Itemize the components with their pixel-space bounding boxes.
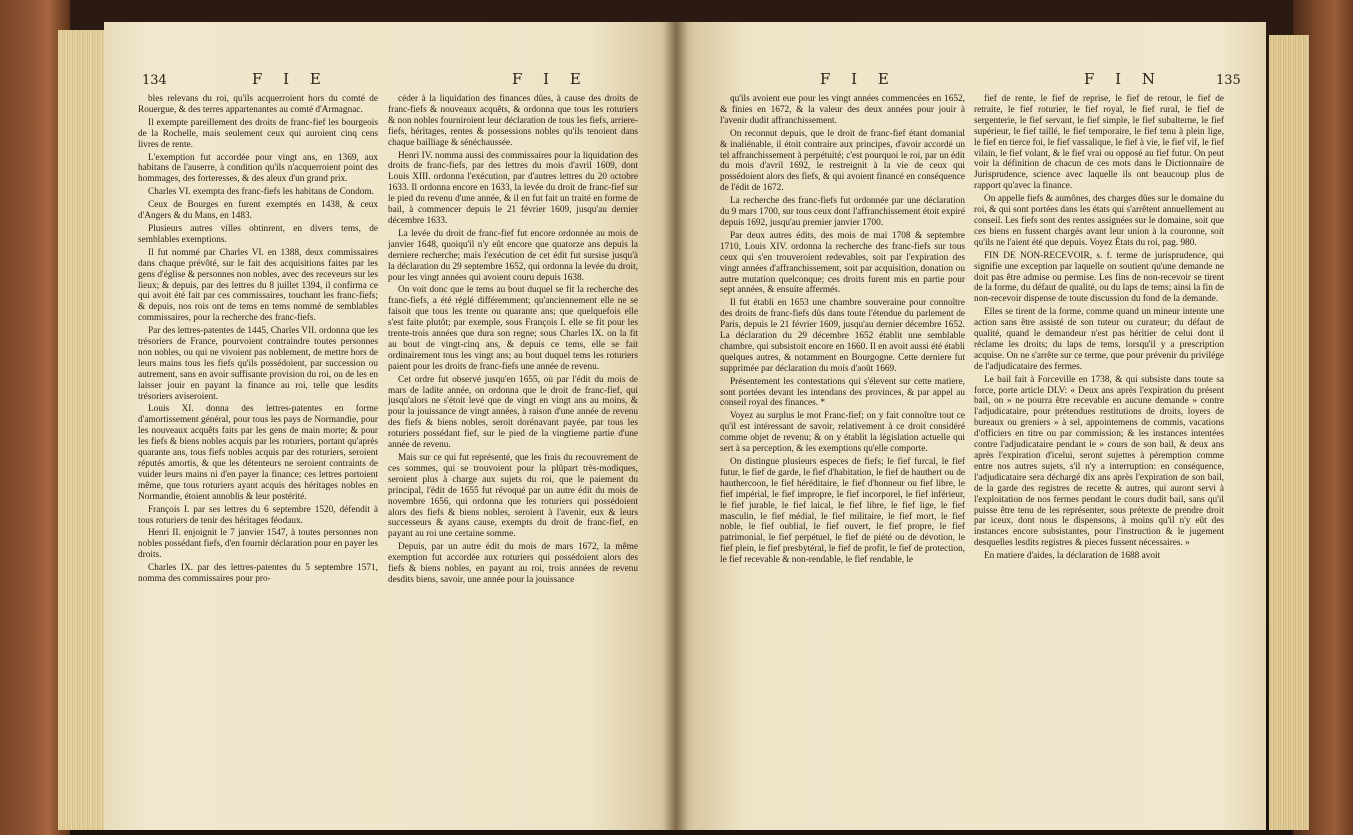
paragraph: Charles IX. par des lettres-patentes du 5 septembre 1571, nomma des commissaires pour pro-: [138, 563, 378, 585]
paragraph: Cet ordre fut observé jusqu'en 1655, où par l'édit du mois de mars de ladite année, on ordonna que le droit de franc-fief, qui jusqu'alors ne s'étoit levé que de vingt en vingt ans au moins, & pour la jouissance de vingt années, à raison d'une année de revenu des fiefs & biens nobles, seroit dorénavant payée, par tous les roturiers possédant fief, sur le pied de la vingtieme partie d'une année de revenu.: [388, 374, 638, 451]
paragraph: On voit donc que le tems au bout duquel se fit la recherche des franc-fiefs, a été réglé différemment; qu'anciennement elle ne se faisoit que tous les trente ou quarante ans; que quelquefois elle s'est faite plutôt; par exemple, sous François I. elle se fit pour les trente-trois années que dura son regne; sous Charles IX. on la fit au bout de vingt-cinq ans, & depuis ce tems, elle se fait ordinairement tous les vingt ans; au bout duquel tems les roturiers paient pour les droits de franc-fiefs une année de revenu.: [388, 285, 638, 372]
left-page-column-1: [138, 94, 378, 822]
paragraph: On reconnut depuis, que le droit de franc-fief étant domanial & inaliénable, il étoit contraire aux principes, d'avoir accordé un tel affranchissement à perpétuité; c'est pourquoi le roi, par un édit du mois d'avril 1692, le restreignit à la vie de ceux qui possédoient alors des fiefs, & qui avoient financé en conséquence de l'édit de 1672.: [720, 128, 965, 194]
paragraph: François I. par ses lettres du 6 septembre 1520, défendit à tous roturiers de tenir des héritages féodaux.: [138, 504, 378, 526]
paragraph: On distingue plusieurs especes de fiefs; le fief furcal, le fief futur, le fief de garde, le fief d'habitation, le fief de hauthert ou de hauthercoon, le fief héréditaire, le fief d'honneur ou fief libre, le fief impérial, le fief impropre, le fief incorporel, le fief inférieur, le fief jurable, le fief laical, le fief libre, le fief lige, le fief masculin, le fief médial, le fief militaire, le fief mort, le fief noble, le fief oublial, le fief ouvert, le fief propre, le fief patrimonial, le fief perpétuel, le fief de piété ou de dévotion, le fief plein, le fief presbytéral, le fief de profit, le fief de protection, le fief recevable & non-rendable, le fief rendable, le: [720, 457, 965, 566]
right-page: [676, 22, 1266, 830]
right-page-number: 135: [1216, 73, 1241, 88]
paragraph: Il fut nommé par Charles VI. en 1388, deux commissaires dans chaque prévôté, sur le fait des acquisitions faites par les gens d'église & personnes non nobles, avec des receveurs sur les lieux; & depuis, par des lettres du 8 juillet 1394, il confirma ce qui avoit été fait par ces commissaires, touchant les franc-fiefs; & depuis, nos rois ont de tems en tems nommé de semblables commissaires, pour la recherche des franc-fiefs.: [138, 247, 378, 324]
paragraph: Ceux de Bourges en furent exemptés en 1438, & ceux d'Angers & du Mans, en 1483.: [138, 200, 378, 222]
paragraph: fief de rente, le fief de reprise, le fief de retour, le fief de retraite, le fief roturier, le fief royal, le fief rural, le fief de sergenterie, le fief servant, le fief simple, le fief subalterne, le fief supérieur, le fief taillé, le fief temporaire, le fief tenu à plein lige, le fief en tierce foi, le fief vassalique, le fief à vie, le fief vif, le fief vilain, le fief volant, & le fief vrai ou opposé au fief futur. On peut voir la définition de chacun de ces mots dans le Dictionnaire de Jurisprudence, science avec laquelle ils ont beaucoup plus de rapport qu'avec la finance.: [974, 94, 1224, 192]
page-edges-right: [1269, 35, 1309, 830]
paragraph: La levée du droit de franc-fief fut encore ordonnée au mois de janvier 1648, quoiqu'il n'y eût encore que quatorze ans depuis la derniere recherche; mais l'exécution de cet édit fut sursise jusqu'à la déclaration du 29 septembre 1652, qui ordonna la levée du droit, pour les vingt années qui avoient couru depuis 1638.: [388, 228, 638, 283]
paragraph: Il exempte pareillement des droits de franc-fief les bourgeois de la Rochelle, mais seulement ceux qui auroient cinq cens livres de rente.: [138, 117, 378, 150]
paragraph: qu'ils avoient eue pour les vingt années commencées en 1652, & finies en 1672, & la valeur des deux années pour jouir à l'avenir dudit affranchissement.: [720, 94, 965, 126]
paragraph: Depuis, par un autre édit du mois de mars 1672, la même exemption fut accordée aux roturiers qui possédoient alors des fiefs & biens nobles, en payant au roi, trois années de revenu desdits biens, savoir, une année pour la jouissance: [388, 542, 638, 585]
left-page-column-2: [388, 94, 638, 822]
page-edges-left: [58, 30, 106, 830]
paragraph: Louis XI. donna des lettres-patentes en forme d'amortissement général, pour tous les pays de Normandie, pour les nouveaux acquêts faits par les gens de main morte; & pour les fiefs & biens nobles acquis par les roturiers, portant qu'après quarante ans, tous fiefs nobles acquis par des roturiers, seroient réputés amortis, & que les détenteurs ne seroient contraints de vuider leurs mains ni d'en payer la finance; ces lettres portoient même, que tous roturiers ayant acquis des héritages nobles en Normandie, étoient annoblis & leur postérité.: [138, 404, 378, 502]
paragraph: On appelle fiefs & aumônes, des charges dûes sur le domaine du roi, & qui sont portées dans les états qui s'arrêtent annuellement au conseil. Les fiefs sont des rentes assignées sur le domaine, soit que ces biens en fussent chargés avant leur union à la couronne, soit qu'ils ne l'aient été que depuis. Voyez États du roi, pag. 980.: [974, 194, 1224, 248]
paragraph: Henri IV. nomma aussi des commissaires pour la liquidation des droits de franc-fiefs, par des lettres du mois d'avril 1609, dont Louis XIII. ordonna l'exécution, par d'autres lettres du 20 octobre 1633. Il ordonna encore en 1633, la levée du droit de franc-fief sur le pied du revenu d'une année, & il en fut fait un traité en forme de bail, à commencer depuis le 21 février 1609, jusqu'au dernier décembre 1633.: [388, 150, 638, 226]
paragraph: Par des lettres-patentes de 1445, Charles VII. ordonna que les trésoriers de France, pourvoient contraindre toutes personnes non nobles, ou qui ne vivoient pas noblement, de mettre hors de leurs mains tous les fiefs qu'ils possédoient, par succession ou autrement, sans en avoir suffisante provision du roi, ou de les en laisser jouir en payant la finance au roi, telle que lesdits trésoriers aviseroient.: [138, 326, 378, 402]
paragraph: Plusieurs autres villes obtinrent, en divers tems, de semblables exemptions.: [138, 223, 378, 245]
paragraph: Voyez au surplus le mot Franc-fief; on y fait connoître tout ce qu'il est intéressant de savoir, relativement à ce droit considéré comme objet de revenu; & on y établit la législation actuelle qui sert à sa perception, & les exemptions qu'elle comporte.: [720, 411, 965, 455]
paragraph: Henri II. enjoignit le 7 janvier 1547, à toutes personnes non nobles possédant fiefs, d'en fournir déclaration pour en payer les droits.: [138, 528, 378, 561]
paragraph: Elles se tirent de la forme, comme quand un mineur intente une action sans être assisté de son tuteur ou curateur; du défaut de qualité, quand le demandeur n'est pas héritier de celui dont il réclame les droits; du laps de tems, lorsqu'il y a prescription acquise. On ne s'arrête sur ce terme, que pour prévenir du privilége de l'adjudicataire des fermes.: [974, 307, 1224, 372]
left-page: [104, 22, 676, 830]
paragraph: L'exemption fut accordée pour vingt ans, en 1369, aux habitans de l'auserre, à condition qu'ils n'acquerroient point des hommages, des forteresses, & des aleux d'un grand prix.: [138, 152, 378, 185]
right-headword-1: F I E: [820, 70, 897, 88]
paragraph: Présentement les contestations qui s'élevent sur cette matiere, sont portées devant les intendans des provinces, & par appel au conseil royal des finances. *: [720, 376, 965, 409]
paragraph: Charles VI. exempta des franc-fiefs les habitans de Condom.: [148, 187, 374, 198]
left-headword-2: F I E: [512, 70, 589, 88]
paragraph: céder à la liquidation des finances dûes, à cause des droits de franc-fiefs & nouveaux acquêts, & ordonna que tous les roturiers & non nobles fourniroient leur déclaration de tous les fiefs, arriere-fiefs, héritages, rentes & possessions nobles qu'ils tenoient dans chaque bailliage & sénéchaussée.: [388, 94, 638, 148]
left-page-number: 134: [142, 73, 167, 88]
paragraph: bles relevans du roi, qu'ils acquerroient hors du comté de Rouergue, & des terres appartenantes au comté d'Armagnac.: [138, 94, 378, 115]
right-page-column-1: [720, 94, 965, 822]
paragraph: Mais sur ce qui fut représenté, que les frais du recouvrement de ces sommes, qui se trouvoient pour la plûpart très-modiques, seroient plus à charge aux sujets du roi, que le paiement du principal, l'édit de 1655 fut révoqué par un autre édit du mois de novembre 1656, qui ordonna que les roturiers qui possédoient alors des fiefs & biens nobles, seroient à l'avenir, eux & leurs successeurs & ayans cause, exempts du droit de franc-fief, en payant au roi une certaine somme.: [388, 453, 638, 540]
left-headword-1: F I E: [252, 70, 329, 88]
paragraph: En matiere d'aides, la déclaration de 1688 avoit: [984, 551, 1161, 562]
book-gutter: [664, 22, 688, 830]
paragraph: Le bail fait à Forceville en 1738, & qui subsiste dans toute sa force, porte article DLV: « Deux ans après l'expiration du présent bail, on » ne pourra être recevable en aucune demande » contre l'adjudicataire, pour prétendues restitutions de droits, loyers de bureaux ou greniers » à sel, appointemens de commis, vacations d'officiers en titre ou par commission; & les instances intentées contre l'adjudicataire pendant le » cours de son bail, & deux ans après l'expiration d'icelui, seront sujettes à péremption comme entre nos autres sujets, s'il n'y a interruption: en conséquence, l'adjudicataire sera déchargé dix ans après l'expiration de son bail, de la garde des registres de recette & autres, qui auront servi à l'exploitation de nos fermes pendant le cours dudit bail, sans qu'il puisse être tenu de les représenter, sous prétexte de prendre droit par iceux, dont nous le dispensons, à moins qu'il n'y eût des instances encore subsistantes, pour l'instruction & le jugement desquelles lesdits registres & pieces fussent nécessaires. »: [974, 374, 1224, 549]
paragraph: La recherche des franc-fiefs fut ordonnée par une déclaration du 9 mars 1700, sur tous ceux dont l'affranchissement étoit expiré depuis 1692, jusqu'au premier janvier 1700.: [720, 196, 965, 228]
paragraph: Il fut établi en 1653 une chambre souveraine pour connoître des droits de franc-fiefs dûs dans toute l'étendue du parlement de Paris, depuis le 21 février 1609, jusqu'au dernier décembre 1652. La déclaration du 29 décembre 1652 établit une semblable chambre, qui subsistoit encore en 1660. Il en avoit aussi été établi quelques autres, & notamment en Bourgogne. Cette derniere fut supprimée par déclaration du mois d'août 1669.: [720, 298, 965, 374]
left-running-head: [104, 70, 676, 90]
paragraph: FIN DE NON-RECEVOIR, s. f. terme de jurisprudence, qui signifie une exception par laquelle on soutient qu'une demande ne doit pas être admise ou permise. Les fins de non-recevoir se tirent de la forme, du défaut de qualité, ou du laps de tems; ainsi la fin de non-recevoir dispense de toute discussion du fond de la demande.: [974, 250, 1224, 305]
right-page-column-2: [974, 94, 1224, 822]
right-headword-2: F I N: [1084, 70, 1163, 88]
paragraph: Par deux autres édits, des mois de mai 1708 & septembre 1710, Louis XIV. ordonna la recherche des franc-fiefs sur tous ceux qui s'en trouveroient redevables, soit par l'expiration des vingt années d'affranchissement, soit par acquisition, donation ou autre mutation quelconque; ces droits furent mis en partie pour sept années, & ensuite affermés.: [720, 230, 965, 296]
right-running-head: [676, 70, 1266, 90]
